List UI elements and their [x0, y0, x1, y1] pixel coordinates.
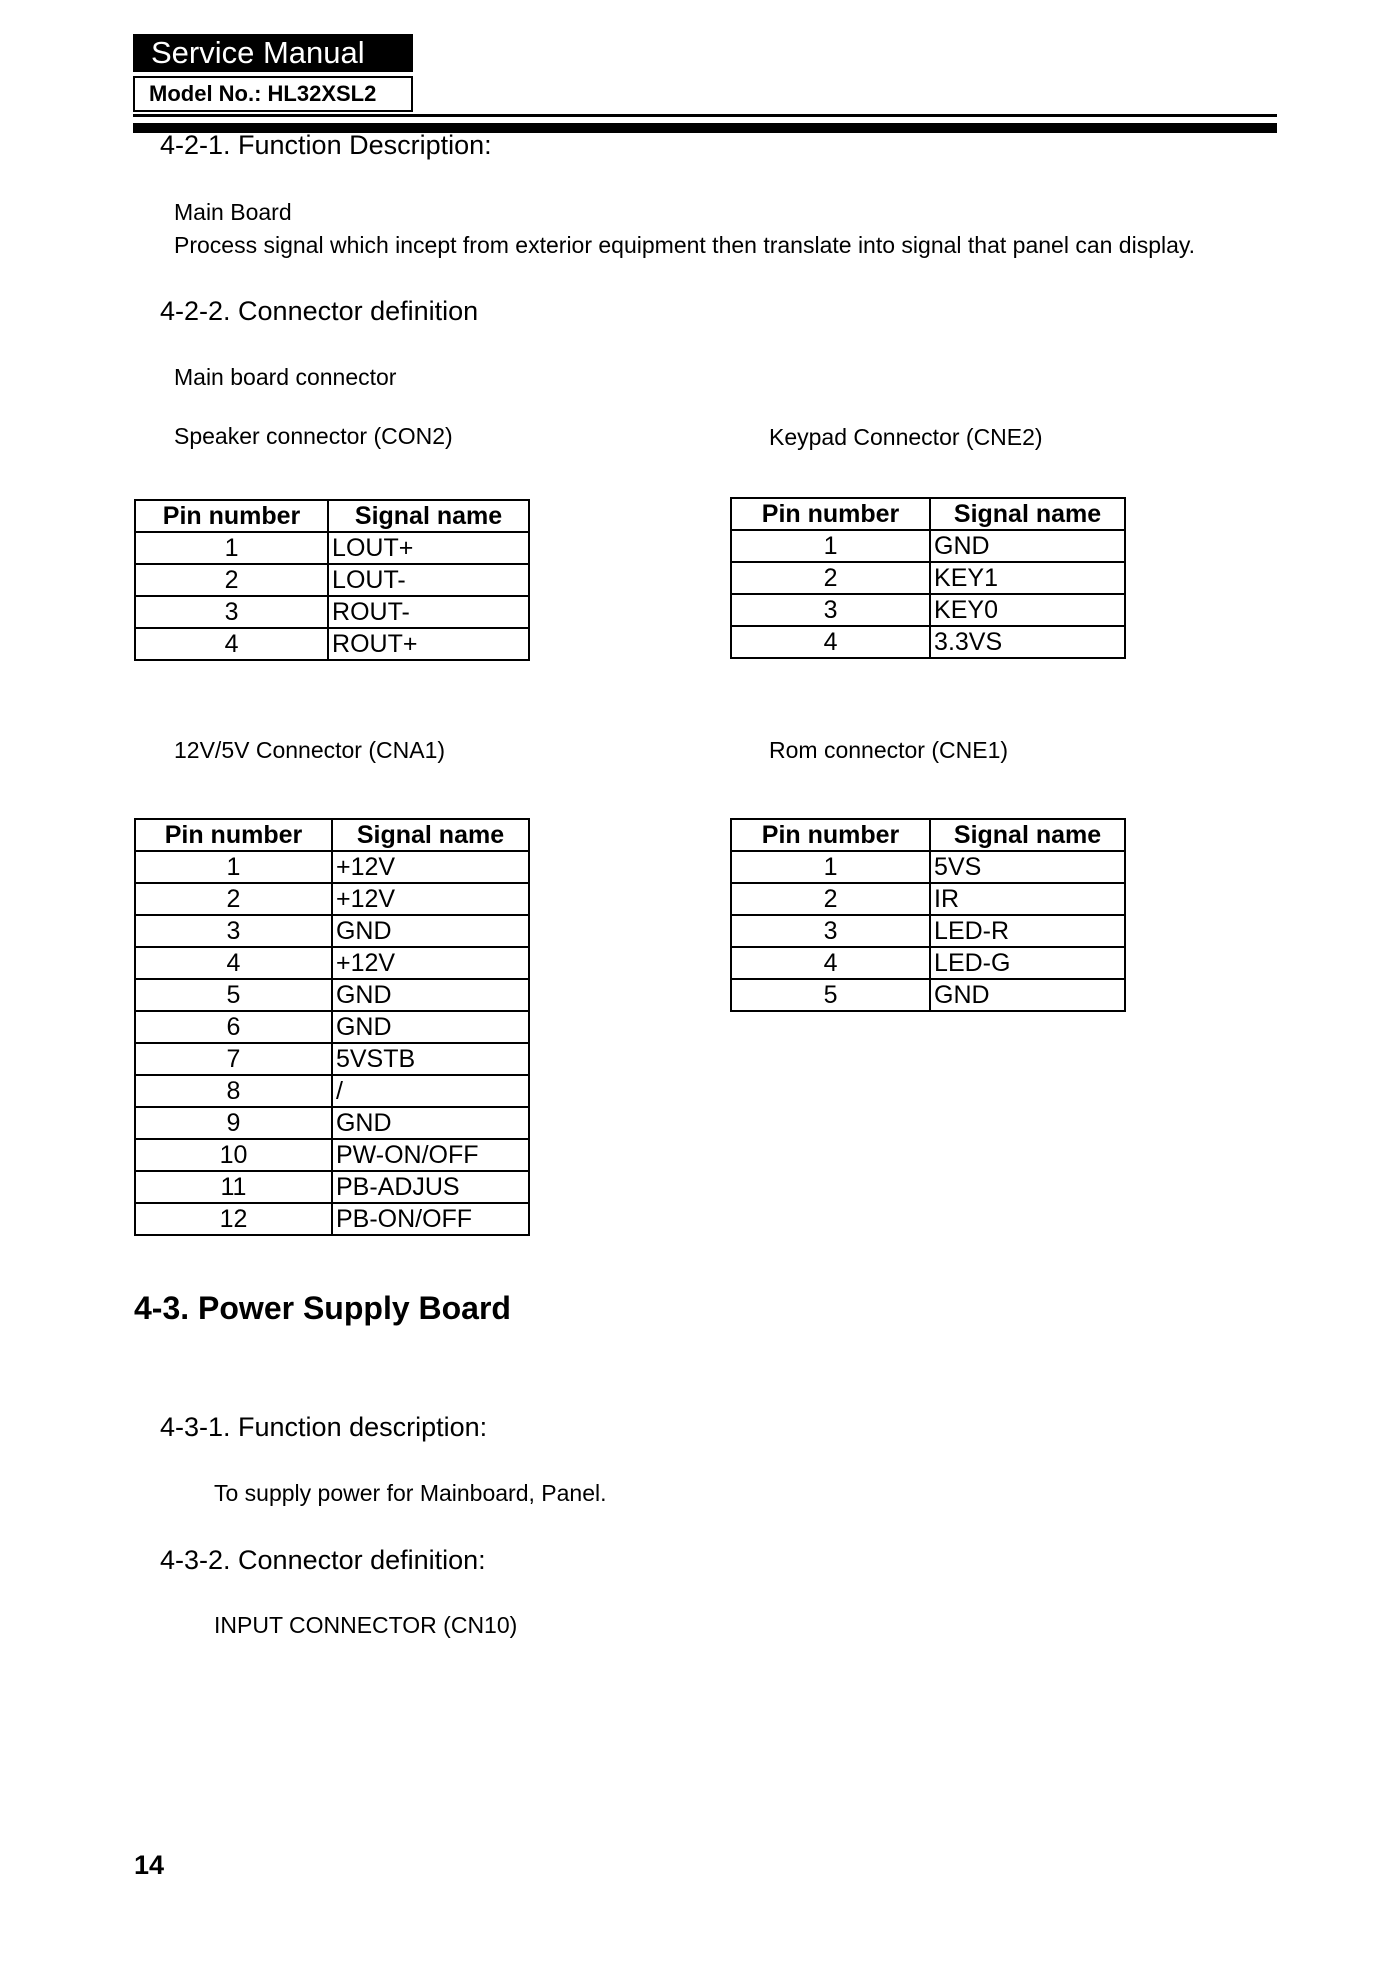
pin-number-cell: 11 — [135, 1171, 332, 1203]
pin-number-cell: 3 — [731, 594, 930, 626]
signal-name-cell: GND — [930, 530, 1125, 562]
pin-number-cell: 9 — [135, 1107, 332, 1139]
pin-number-cell: 2 — [135, 883, 332, 915]
signal-name-cell: LOUT- — [328, 564, 529, 596]
keypad-connector-table — [730, 497, 1126, 659]
header-rule-thin — [133, 114, 1277, 117]
pin-number-cell: 2 — [731, 562, 930, 594]
signal-name-cell: PB-ADJUS — [332, 1171, 529, 1203]
signal-name-header: Signal name — [930, 819, 1125, 851]
signal-name-cell: / — [332, 1075, 529, 1107]
pin-number-cell: 10 — [135, 1139, 332, 1171]
table-header-row — [135, 500, 529, 532]
signal-name-cell: ROUT- — [328, 596, 529, 628]
table-row — [731, 947, 1125, 979]
keypad-connector-caption: Keypad Connector (CNE2) — [769, 424, 1043, 450]
table-row — [731, 530, 1125, 562]
section-4-3-heading: 4-3. Power Supply Board — [134, 1290, 511, 1326]
signal-name-cell: KEY1 — [930, 562, 1125, 594]
table-row — [135, 1075, 529, 1107]
power-supply-description: To supply power for Mainboard, Panel. — [214, 1480, 607, 1506]
pin-number-cell: 5 — [731, 979, 930, 1011]
table-row — [731, 851, 1125, 883]
pin-number-header: Pin number — [135, 500, 328, 532]
manual-title: Service Manual — [133, 34, 413, 72]
signal-name-cell: +12V — [332, 947, 529, 979]
signal-name-cell: PB-ON/OFF — [332, 1203, 529, 1235]
pin-number-cell: 1 — [135, 851, 332, 883]
table-row — [731, 626, 1125, 658]
pin-number-cell: 4 — [135, 628, 328, 660]
pin-number-cell: 3 — [731, 915, 930, 947]
speaker-connector-caption: Speaker connector (CON2) — [174, 423, 453, 449]
pin-number-cell: 1 — [731, 530, 930, 562]
rom-connector-table — [730, 818, 1126, 1012]
table-row — [731, 979, 1125, 1011]
signal-name-cell: GND — [332, 1107, 529, 1139]
table-row — [135, 1171, 529, 1203]
signal-name-cell: 5VSTB — [332, 1043, 529, 1075]
page-number: 14 — [134, 1850, 165, 1880]
signal-name-cell: GND — [930, 979, 1125, 1011]
pin-number-cell: 2 — [135, 564, 328, 596]
table-row — [135, 851, 529, 883]
input-connector-label: INPUT CONNECTOR (CN10) — [214, 1612, 518, 1638]
table-row — [135, 915, 529, 947]
function-description-text: Process signal which incept from exterior equipment then translate into signal that panel can display. — [174, 232, 1196, 258]
main-board-label: Main Board — [174, 199, 292, 225]
table-row — [135, 1011, 529, 1043]
pin-number-cell: 3 — [135, 915, 332, 947]
signal-name-cell: LOUT+ — [328, 532, 529, 564]
signal-name-cell: +12V — [332, 883, 529, 915]
signal-name-cell: +12V — [332, 851, 529, 883]
signal-name-cell: 5VS — [930, 851, 1125, 883]
pin-number-cell: 4 — [731, 626, 930, 658]
pin-number-cell: 7 — [135, 1043, 332, 1075]
signal-name-cell: IR — [930, 883, 1125, 915]
signal-name-header: Signal name — [930, 498, 1125, 530]
pin-number-cell: 6 — [135, 1011, 332, 1043]
table-row — [135, 1139, 529, 1171]
table-row — [135, 628, 529, 660]
signal-name-cell: LED-R — [930, 915, 1125, 947]
table-row — [135, 1203, 529, 1235]
rom-connector-caption: Rom connector (CNE1) — [769, 737, 1009, 763]
main-board-connector-label: Main board connector — [174, 364, 397, 390]
table-header-row — [135, 819, 529, 851]
pin-number-cell: 3 — [135, 596, 328, 628]
pin-number-cell: 4 — [135, 947, 332, 979]
pin-number-cell: 8 — [135, 1075, 332, 1107]
pin-number-header: Pin number — [135, 819, 332, 851]
signal-name-cell: GND — [332, 1011, 529, 1043]
table-row — [135, 979, 529, 1011]
pin-number-cell: 2 — [731, 883, 930, 915]
table-row — [135, 1107, 529, 1139]
signal-name-header: Signal name — [328, 500, 529, 532]
table-row — [135, 532, 529, 564]
table-row — [731, 915, 1125, 947]
signal-name-cell: KEY0 — [930, 594, 1125, 626]
table-header-row — [731, 819, 1125, 851]
section-4-2-2-heading: 4-2-2. Connector definition — [160, 296, 479, 326]
pin-number-cell: 1 — [731, 851, 930, 883]
signal-name-cell: LED-G — [930, 947, 1125, 979]
table-row — [731, 594, 1125, 626]
signal-name-cell: ROUT+ — [328, 628, 529, 660]
table-row — [135, 1043, 529, 1075]
section-4-2-1-heading: 4-2-1. Function Description: — [160, 130, 492, 160]
table-row — [731, 562, 1125, 594]
table-row — [135, 596, 529, 628]
power-connector-table — [134, 818, 530, 1236]
signal-name-cell: PW-ON/OFF — [332, 1139, 529, 1171]
model-number: Model No.: HL32XSL2 — [133, 76, 413, 112]
pin-number-cell: 1 — [135, 532, 328, 564]
table-row — [135, 947, 529, 979]
pin-number-cell: 5 — [135, 979, 332, 1011]
table-row — [731, 883, 1125, 915]
pin-number-header: Pin number — [731, 498, 930, 530]
pin-number-cell: 4 — [731, 947, 930, 979]
signal-name-cell: GND — [332, 979, 529, 1011]
pin-number-cell: 12 — [135, 1203, 332, 1235]
signal-name-cell: 3.3VS — [930, 626, 1125, 658]
table-row — [135, 564, 529, 596]
speaker-connector-table — [134, 499, 530, 661]
section-4-3-2-heading: 4-3-2. Connector definition: — [160, 1545, 486, 1575]
table-row — [135, 883, 529, 915]
signal-name-cell: GND — [332, 915, 529, 947]
power-connector-caption: 12V/5V Connector (CNA1) — [174, 737, 446, 763]
section-4-3-1-heading: 4-3-1. Function description: — [160, 1412, 488, 1442]
table-header-row — [731, 498, 1125, 530]
pin-number-header: Pin number — [731, 819, 930, 851]
signal-name-header: Signal name — [332, 819, 529, 851]
